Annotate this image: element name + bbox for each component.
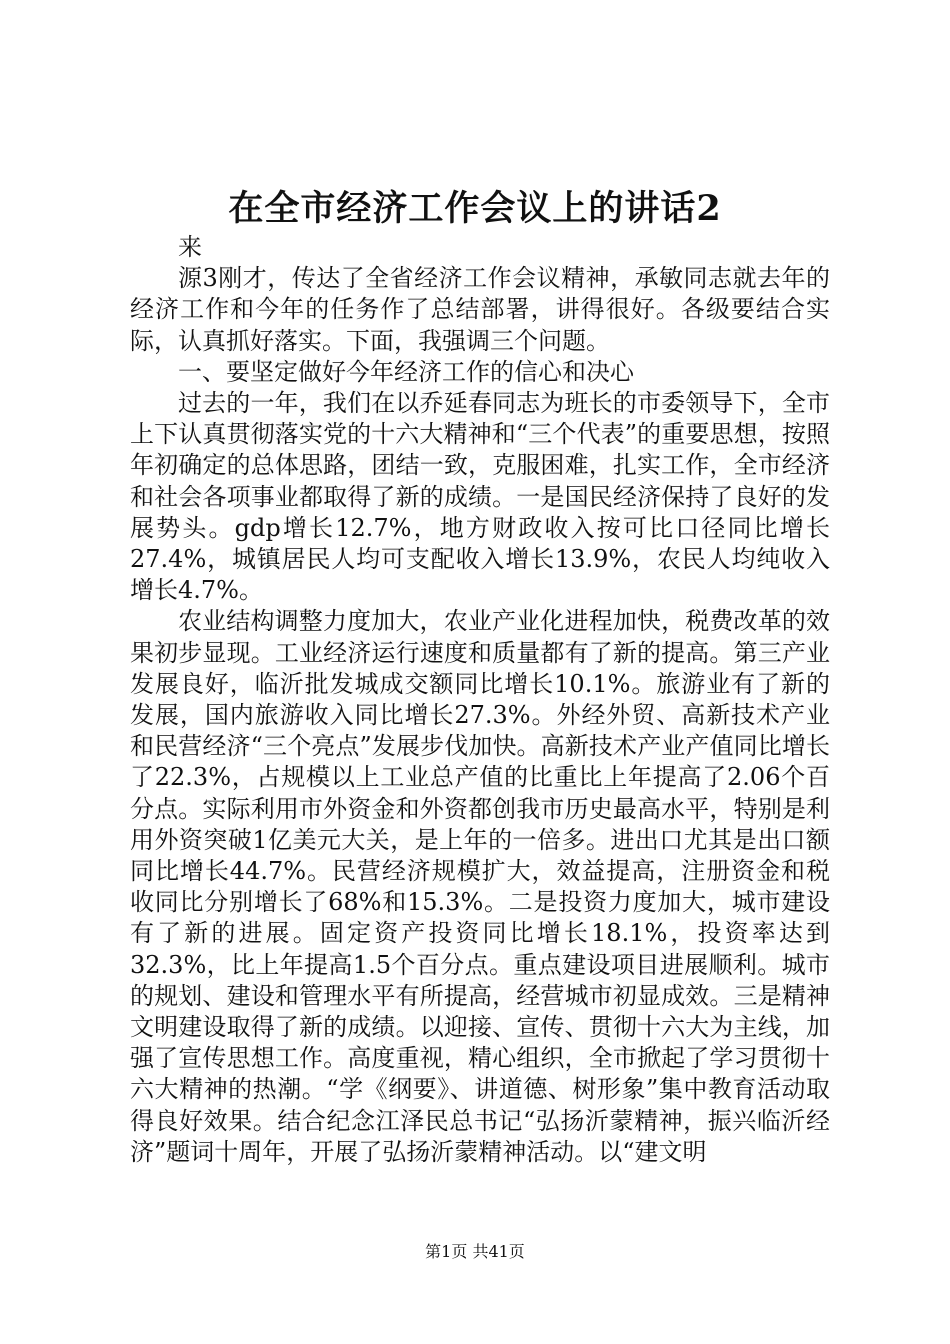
paragraph-achievements: 农业结构调整力度加大，农业产业化进程加快，税费改革的效果初步显现。工业经济运行速度和质量都有了新的提高。第三产业发展良好，临沂批发城成交额同比增长10.1%。旅游业有了新的发展，国内旅游收入同比增长27.3%。外经外贸、高新技术产业和民营经济“三个亮点”发展步伐加快。高新技术产业产值同比增长了22.3%，占规模以上工业总产值的比重比上年提高了2.06个百分点。实际利用市外资金和外资都创我市历史最高水平，特别是利用外资突破1亿美元大关，是上年的一倍多。进出口尤其是出口额同比增长44.7%。民营经济规模扩大，效益提高，注册资金和税收同比分别增长了68%和15.3%。二是投资力度加大，城市建设有了新的进展。固定资产投资同比增长18.1%，投资率达到32.3%，比上年提高1.5个百分点。重点建设项目进展顺利。城市的规划、建设和管理水平有所提高，经营城市初显成效。三是精神文明建设取得了新的成绩。以迎接、宣传、贯彻十六大为主线，加强了宣传思想工作。高度重视，精心组织，全市掀起了学习贯彻十六大精神的热潮。“学《纲要》、讲道德、树形象”集中教育活动取得良好效果。结合纪念江泽民总书记“弘扬沂蒙精神，振兴临沂经济”题词十周年，开展了弘扬沂蒙精神活动。以“建文明 <box>130 607 830 1166</box>
section-heading-one: 一、要坚定做好今年经济工作的信心和决心 <box>178 357 634 386</box>
paragraph-source: 来 <box>178 233 202 261</box>
document-title: 在全市经济工作会议上的讲话2 <box>228 188 722 229</box>
paragraph-review: 过去的一年，我们在以乔延春同志为班长的市委领导下，全市上下认真贯彻落实党的十六大精神和“三个代表”的重要思想，按照年初确定的总体思路，团结一致，克服困难，扎实工作，全市经济和社会各项事业都取得了新的成绩。一是国民经济保持了良好的发展势头。gdp增长12.7%，地方财政收入按可比口径同比增长27.4%，城镇居民人均可支配收入增长13.9%，农民人均纯收入增长4.7%。 <box>130 389 830 605</box>
page-number: 第1页 共41页 <box>425 1242 525 1261</box>
paragraph-opening: 源3刚才，传达了全省经济工作会议精神，承敏同志就去年的经济工作和今年的任务作了总结部署，讲得很好。各级要结合实际，认真抓好落实。下面，我强调三个问题。 <box>130 264 830 355</box>
document-body <box>130 232 830 1168</box>
